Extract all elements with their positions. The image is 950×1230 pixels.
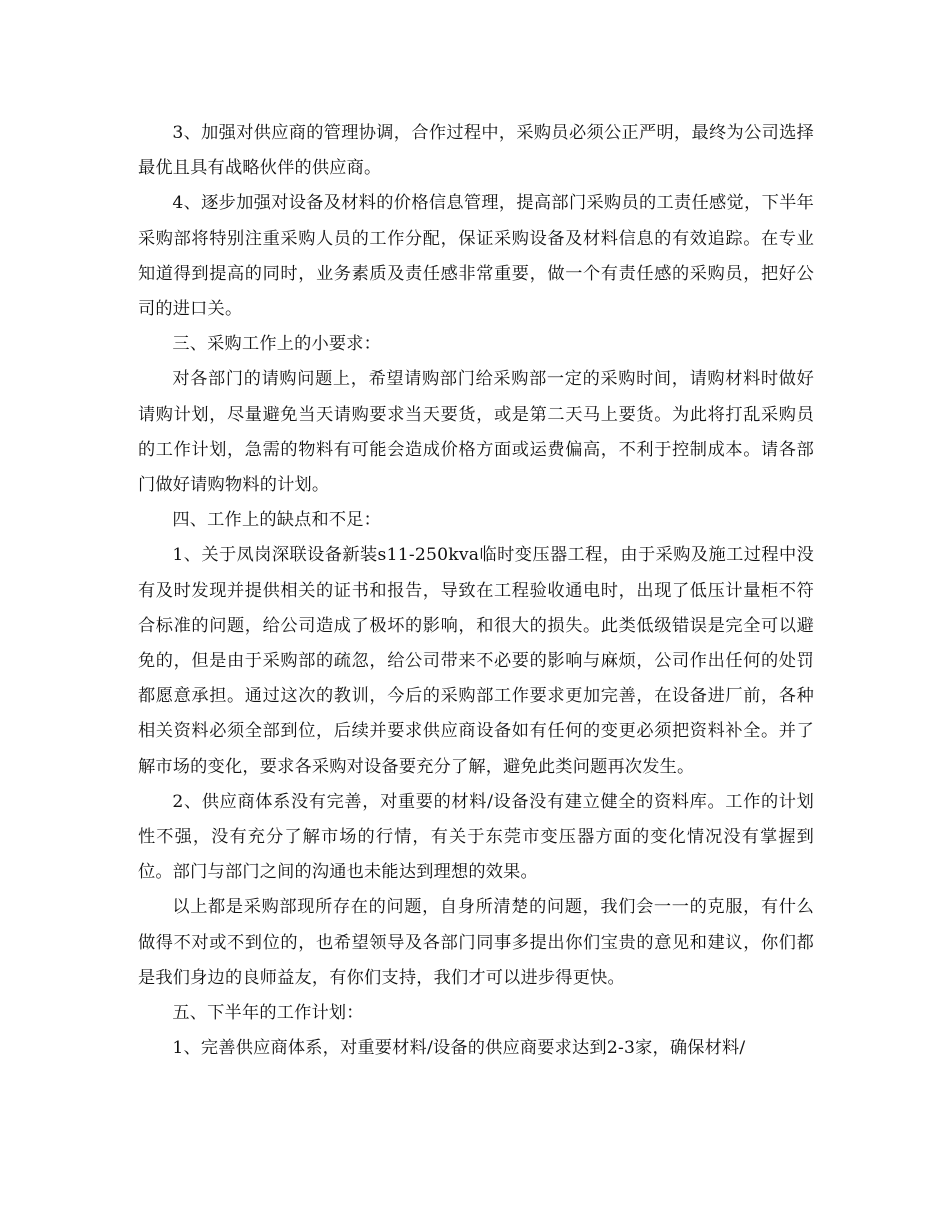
paragraph-summary: 以上都是采购部现所存在的问题，自身所清楚的问题，我们会一一的克服，有什么做得不对或不到位的，也希望领导及各部门同事多提出你们宝贵的意见和建议，你们都是我们身边的良师益友，有你们支持，我们才可以进步得更快。	[138, 897, 814, 988]
section-heading-shortcomings: 四、工作上的缺点和不足：	[172, 510, 382, 531]
paragraph-transformer-project: 1、关于凤岗深联设备新装s11-250kva临时变压器工程，由于采购及施工过程中没有及时发现并提供相关的证书和报告，导致在工程验收通电时，出现了低压计量柜不符合标准的问题，给公司造成了极坏的影响，和很大的损失。此类低级错误是完全可以避免的，但是由于采购部的疏忽，给公司带来不必要的影响与麻烦，公司作出任何的处罚都愿意承担。通过这次的教训，今后的采购部工作要求更加完善，在设备进厂前，各种相关资料必须全部到位，后续并要求供应商设备如有任何的变更必须把资料补全。并了解市场的变化，要求各采购对设备要充分了解，避免此类问题再次发生。	[138, 545, 814, 777]
paragraph-supplier-system: 2、供应商体系没有完善，对重要的材料/设备没有建立健全的资料库。工作的计划性不强，没有充分了解市场的行情，有关于东莞市变压器方面的变化情况没有掌握到位。部门与部门之间的沟通也未能达到理想的效果。	[138, 791, 814, 883]
paragraph-supplier-coordination: 3、加强对供应商的管理协调，合作过程中，采购员必须公正严明，最终为公司选择最优且具有战略伙伴的供应商。	[138, 123, 814, 179]
section-heading-requirements: 三、采购工作上的小要求：	[172, 334, 382, 355]
paragraph-price-information: 4、逐步加强对设备及材料的价格信息管理，提高部门采购员的工责任感觉，下半年采购部将特别注重采购人员的工作分配，保证采购设备及材料信息的有效追踪。在专业知道得到提高的同时，业务素质及责任感非常重要，做一个有责任感的采购员，把好公司的进口关。	[138, 193, 814, 320]
paragraph-plan-item-1: 1、完善供应商体系，对重要材料/设备的供应商要求达到2-3家，确保材料/	[172, 1038, 746, 1059]
document-body	[138, 116, 814, 1066]
section-heading-work-plan: 五、下半年的工作计划：	[172, 1003, 364, 1024]
paragraph-purchase-requests: 对各部门的请购问题上，希望请购部门给采购部一定的采购时间，请购材料时做好请购计划，尽量避免当天请购要求当天要货，或是第二天马上要货。为此将打乱采购员的工作计划，急需的物料有可能会造成价格方面或运费偏高，不利于控制成本。请各部门做好请购物料的计划。	[138, 369, 814, 496]
